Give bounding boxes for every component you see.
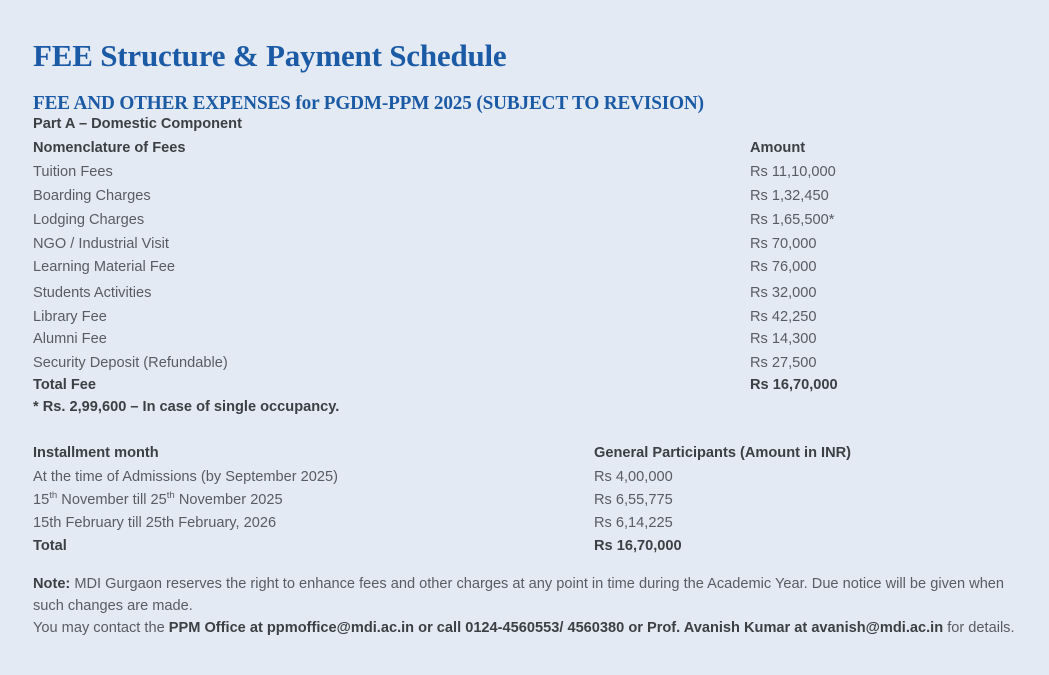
fee-table-header-row xyxy=(0,136,1049,160)
fee-table-header-amount: Amount xyxy=(750,140,806,156)
page-title: FEE Structure & Payment Schedule xyxy=(33,37,507,73)
note-line-1-text: MDI Gurgaon reserves the right to enhance fees and other charges at any point in time during the Academic Year. Due notice will be given when xyxy=(70,576,1005,592)
fee-total-label: Total Fee xyxy=(33,377,96,393)
table-row xyxy=(0,184,1049,208)
note-contact-prefix: You may contact the xyxy=(33,620,169,636)
installment-row-month-part3: November 2025 xyxy=(174,492,283,508)
note-label: Note: xyxy=(33,576,71,592)
fee-row-amount: Rs 1,65,500* xyxy=(750,212,835,228)
table-row xyxy=(0,281,1049,305)
installment-total-amount: Rs 16,70,000 xyxy=(594,538,682,554)
fee-row-name: Security Deposit (Refundable) xyxy=(33,355,228,371)
table-row xyxy=(0,305,1049,329)
fee-total-amount: Rs 16,70,000 xyxy=(750,377,838,393)
installment-row-month: At the time of Admissions (by September 2025) xyxy=(33,469,338,485)
table-row xyxy=(0,160,1049,184)
fee-row-name: Alumni Fee xyxy=(33,331,107,347)
fee-table-total-row xyxy=(0,373,1049,397)
section-subtitle: FEE AND OTHER EXPENSES for PGDM-PPM 2025 (SUBJECT TO REVISION) xyxy=(33,93,704,115)
fee-row-name: Boarding Charges xyxy=(33,188,151,204)
table-row xyxy=(0,511,1049,535)
note-contact-details: PPM Office at ppmoffice@mdi.ac.in or call 0124-4560553/ 4560380 or Prof. Avanish Kumar at avanish@mdi.ac.in xyxy=(168,620,944,636)
fee-row-amount: Rs 1,32,450 xyxy=(750,188,829,204)
fee-row-amount: Rs 42,250 xyxy=(750,309,817,325)
installment-total-label: Total xyxy=(33,538,67,554)
installment-total-row xyxy=(0,534,1049,558)
table-row xyxy=(0,232,1049,256)
note-line-1 xyxy=(33,573,1035,595)
fee-row-name: Students Activities xyxy=(33,285,152,301)
note-block xyxy=(33,573,1035,639)
installment-row-amount: Rs 4,00,000 xyxy=(594,469,673,485)
ordinal-suffix-1: th xyxy=(49,490,58,502)
installment-row-amount: Rs 6,14,225 xyxy=(594,515,673,531)
fee-row-amount: Rs 32,000 xyxy=(750,285,817,301)
fee-row-name: NGO / Industrial Visit xyxy=(33,236,169,252)
ordinal-suffix-2: th xyxy=(166,490,175,502)
fee-table-header-nomenclature: Nomenclature of Fees xyxy=(33,140,186,156)
note-line-3 xyxy=(33,617,1035,639)
table-row xyxy=(0,351,1049,375)
fee-row-name: Learning Material Fee xyxy=(33,259,175,275)
installment-row-amount: Rs 6,55,775 xyxy=(594,492,673,508)
fee-row-name: Tuition Fees xyxy=(33,164,113,180)
table-row xyxy=(0,208,1049,232)
fee-row-amount: Rs 11,10,000 xyxy=(750,164,836,180)
installment-header-participants: General Participants (Amount in INR) xyxy=(594,445,852,461)
table-row xyxy=(0,488,1049,512)
fee-row-name: Library Fee xyxy=(33,309,107,325)
fee-row-amount: Rs 14,300 xyxy=(750,331,817,347)
installment-table-header-row xyxy=(0,441,1049,465)
fee-row-amount: Rs 76,000 xyxy=(750,259,817,275)
part-a-heading-row xyxy=(0,112,1049,136)
fee-table-footnote: * Rs. 2,99,600 – In case of single occupancy. xyxy=(33,399,340,415)
installment-row-month xyxy=(33,488,283,512)
fee-table-footnote-row xyxy=(0,395,1049,419)
table-row xyxy=(0,255,1049,279)
table-row xyxy=(0,327,1049,351)
table-row xyxy=(0,465,1049,489)
note-contact-suffix: for details. xyxy=(943,620,1015,636)
installment-row-month-part2: November till 25 xyxy=(57,492,167,508)
installment-row-month-part1: 15 xyxy=(33,492,50,508)
fee-row-amount: Rs 70,000 xyxy=(750,236,817,252)
note-line-2: such changes are made. xyxy=(33,598,193,614)
installment-header-month: Installment month xyxy=(33,445,159,461)
part-a-label: Part A – Domestic Component xyxy=(33,116,242,132)
installment-row-month: 15th February till 25th February, 2026 xyxy=(33,515,277,531)
fee-row-name: Lodging Charges xyxy=(33,212,145,228)
fee-row-amount: Rs 27,500 xyxy=(750,355,817,371)
